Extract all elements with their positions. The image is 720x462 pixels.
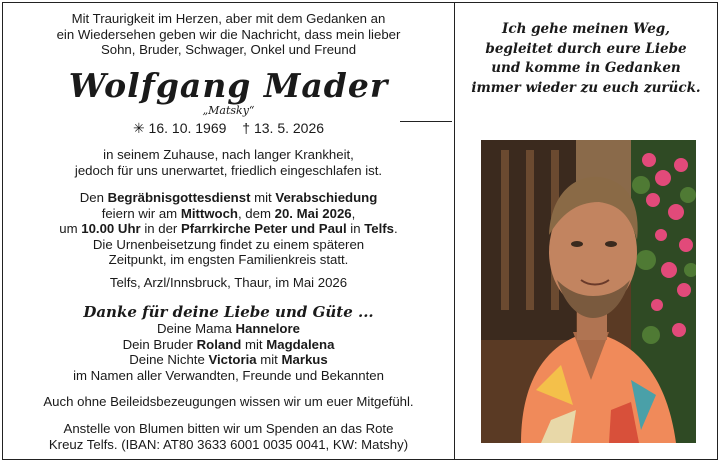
quote-line: immer wieder zu euch zurück. <box>471 79 701 96</box>
memorial-quote <box>455 20 717 98</box>
service-line: feiern wir am Mittwoch, dem 20. Mai 2026, <box>101 205 356 221</box>
thanks-title: Danke für deine Liebe und Güte ... <box>83 303 374 321</box>
life-dates <box>3 120 454 137</box>
family-line: im Namen aller Verwandten, Freunde und Bekannten <box>73 367 384 383</box>
quote-line: und komme in Gedanken <box>491 60 681 76</box>
service-line: Die Urnenbeisetzung findet zu einem späteren <box>92 236 365 252</box>
portrait-illustration <box>481 140 696 443</box>
quote-photo-column <box>455 0 717 462</box>
birth-date: ✳ 16. 10. 1969 <box>132 120 227 136</box>
intro-text <box>3 11 454 58</box>
intro-line: Mit Traurigkeit im Herzen, aber mit dem Gedanken an <box>71 11 386 26</box>
service-line: um 10.00 Uhr in der Pfarrkirche Peter und Paul in Telfs. <box>59 221 398 236</box>
condolence-note: Auch ohne Beileidsbezeugungen wissen wir um euer Mitgefühl. <box>43 394 414 409</box>
family-line: Dein Bruder Roland mit Magdalena <box>122 336 335 352</box>
service-line: Den Begräbnisgottesdienst mit Verabschiedung <box>79 190 378 205</box>
service-line: Zeitpunkt, im engsten Familienkreis statt. <box>108 252 349 267</box>
name-rule <box>400 121 452 122</box>
quote-line: begleitet durch eure Liebe <box>485 40 687 57</box>
border-right <box>717 2 718 460</box>
family-list <box>3 321 454 383</box>
portrait-photo <box>481 140 696 443</box>
intro-line: Sohn, Bruder, Schwager, Onkel und Freund <box>100 42 357 57</box>
death-line: jedoch für uns unerwartet, friedlich eingeschlafen ist. <box>74 162 383 178</box>
quote-line: Ich gehe meinen Weg, <box>502 21 670 37</box>
deceased-nickname: „Matsky“ <box>202 104 255 117</box>
death-date: † 13. 5. 2026 <box>242 120 325 136</box>
funeral-service-text <box>3 190 454 268</box>
deceased-name: Wolfgang Mader <box>68 66 389 105</box>
donation-note <box>3 421 454 452</box>
family-line: Deine Mama Hannelore <box>157 321 300 336</box>
donation-line: Kreuz Telfs. (IBAN: AT80 3633 6001 0035 0041, KW: Matshy) <box>48 436 409 452</box>
intro-line: ein Wiedersehen geben wir die Nachricht, dass mein lieber <box>56 26 401 42</box>
death-text <box>3 147 454 178</box>
death-line: in seinem Zuhause, nach langer Krankheit, <box>103 147 354 162</box>
donation-line: Anstelle von Blumen bitten wir um Spenden an das Rote <box>63 421 394 436</box>
notice-text-column <box>3 0 454 462</box>
place-and-date: Telfs, Arzl/Innsbruck, Thaur, im Mai 2026 <box>109 275 348 290</box>
family-line: Deine Nichte Victoria mit Markus <box>129 352 328 367</box>
